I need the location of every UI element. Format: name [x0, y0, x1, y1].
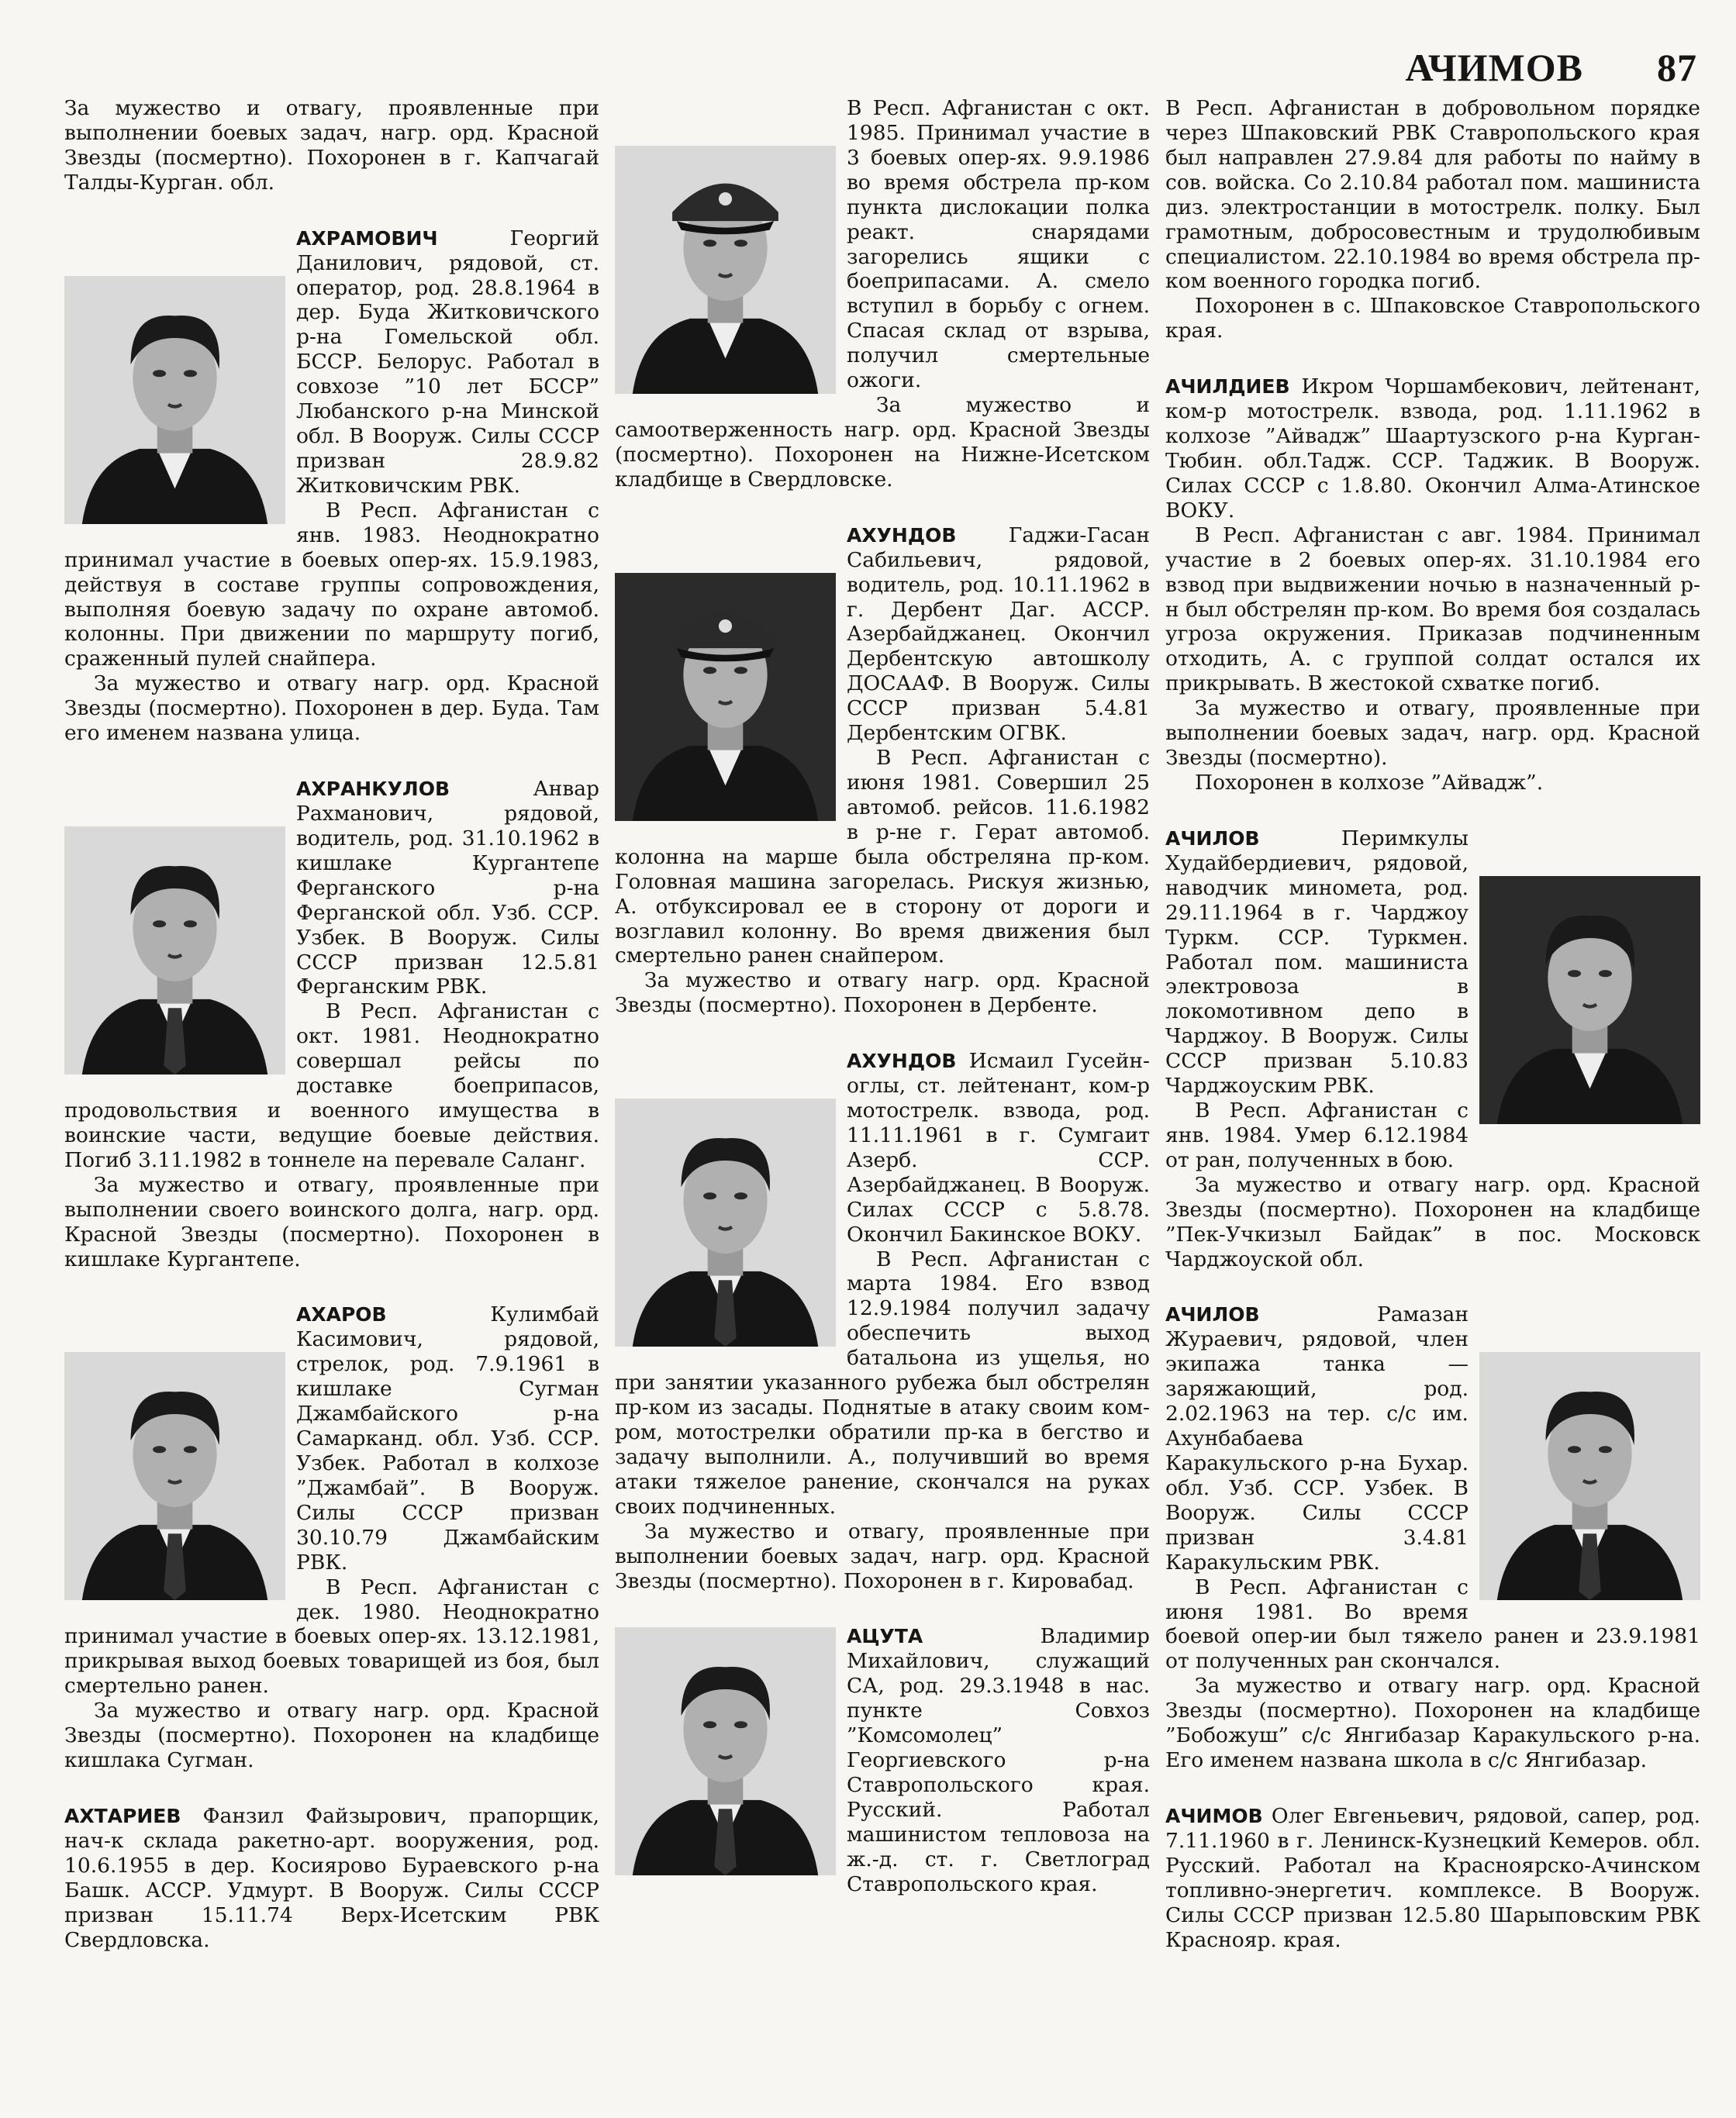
entry-name: АХУНДОВ: [847, 1050, 957, 1073]
paragraph: АЧИЛОВ Перимкулы Худайбердиевич, рядовой, наводчик миномета, род. 29.11.1964 в г. Чарджоу Туркм. ССР. Туркмен. Работал пом. машиниста электровоза в локомотивном депо в Чарджоу. В Вооруж. Силы СССР призван 5.10.83 Чарджоуским РВК.: [1165, 826, 1700, 1099]
column-3: [1165, 96, 1700, 1984]
page-number: 87: [1657, 46, 1697, 89]
paragraph: АХУНДОВ Исмаил Гусейн-оглы, ст. лейтенант, ком-р мотострелк. взвода, род. 11.11.1961 в г. Сумгаит Азерб. ССР. Азербайджанец. В Вооруж. Силах СССР с 5.8.78. Окончил Бакинское ВОКУ.: [615, 1049, 1150, 1247]
paragraph: За мужество и отвагу нагр. орд. Красной Звезды (посмертно). Похоронен на кладбище ”Бобожуш” с/с Янгибазар Каракульского р-на. Его именем названа школа в с/с Янгибазар.: [1165, 1674, 1700, 1773]
paragraph: За мужество и отвагу нагр. орд. Красной Звезды (посмертно). Похоронен в дер. Буда. Там его именем названа улица.: [64, 671, 599, 746]
paragraph: АХУНДОВ Гаджи-Гасан Сабильевич, рядовой, водитель, род. 10.11.1962 в г. Дербент Даг. АССР. Азербайджанец. Окончил Дербентскую автошколу ДОСААФ. В Вооруж. Силы СССР призван 5.4.81 Дербентским ОГВК.: [615, 523, 1150, 746]
paragraph: АХРАНКУЛОВ Анвар Рахманович, рядовой, водитель, род. 31.10.1962 в кишлаке Кургантепе Ферганского р-на Ферганской обл. Узб. ССР. Узбек. В Вооруж. Силы СССР призван 12.5.81 Ферганским РВК.: [64, 777, 599, 999]
paragraph: В Респ. Афганистан с дек. 1980. Неоднократно принимал участие в боевых опер-ях. 13.12.1981, прикрывая выход боевых товарищей из боя, был смертельно ранен.: [64, 1575, 599, 1699]
portrait-photo: [64, 1352, 285, 1600]
entry-achildiev: [1165, 374, 1700, 795]
entry-continuation-2: [615, 96, 1150, 492]
paragraph: За мужество и самоотверженность нагр. орд. Красной Звезды (посмертно). Похоронен на Нижне-Исетском кладбище в Свердловске.: [615, 393, 1150, 492]
paragraph: АЧИМОВ Олег Евгеньевич, рядовой, сапер, род. 7.11.1960 в г. Ленинск-Кузнецкий Кемеров. обл. Русский. Работал на Красноярско-Ачинском топливно-энергетич. комплексе. В Вооруж. Силы СССР призван 12.5.80 Шарыповским РВК Краснояр. края.: [1165, 1804, 1700, 1952]
running-header: [1405, 45, 1697, 90]
paragraph: АЧИЛОВ Рамазан Жураевич, рядовой, член экипажа танка — заряжающий, род. 2.02.1963 на тер. с/с им. Ахунбабаева Каракульского р-на Бухар. обл. Узб. ССР. Узбек. В Вооруж. Силы СССР призван 3.4.81 Каракульским РВК.: [1165, 1302, 1700, 1575]
paragraph: АХРАМОВИЧ Георгий Данилович, рядовой, ст. оператор, род. 28.8.1964 в дер. Буда Житковичского р-на Гомельской обл. БССР. Белорус. Работал в совхозе ”10 лет БССР” Любанского р-на Минской обл. В Вооруж. Силы СССР призван 28.9.82 Житковичским РВК.: [64, 226, 599, 498]
entry-ahrankulov: [64, 777, 599, 1271]
paragraph: В Респ. Афганистан с янв. 1983. Неоднократно принимал участие в боевых опер-ях. 15.9.1983, действуя в составе группы сопровождения, выполняя боевую задачу по охране автомоб. колонны. При движении по маршруту погиб, сраженный пулей снайпера.: [64, 498, 599, 671]
entry-name: АХУНДОВ: [847, 523, 957, 547]
paragraph: В Респ. Афганистан с июня 1981. Во время боевой опер-ии был тяжело ранен и 23.9.1981 от полученных ран скончался.: [1165, 1575, 1700, 1674]
paragraph: Похоронен в колхозе ”Айвадж”.: [1195, 770, 1544, 795]
entry-name: АХАРОВ: [296, 1303, 387, 1326]
entry-name: АХРАНКУЛОВ: [296, 778, 450, 801]
paragraph: За мужество и отвагу, проявленные при выполнении боевых задач, нагр. орд. Красной Звезды (посмертно). Похоронен в г. Кировабад.: [615, 1519, 1150, 1593]
paragraph: За мужество и отвагу нагр. орд. Красной Звезды (посмертно). Похоронен на кладбище кишлака Сугман.: [64, 1699, 599, 1773]
paragraph: За мужество и отвагу, проявленные при выполнении своего воинского долга, нагр. орд. Красной Звезды (посмертно). Похоронен в кишлаке Кургантепе.: [64, 1172, 599, 1271]
entry-ahundov-1: [615, 523, 1150, 1018]
paragraph: Похоронен в с. Шпаковское Ставропольского края.: [1165, 294, 1700, 343]
entry-ahundov-2: [615, 1049, 1150, 1593]
paragraph: В Респ. Афганистан с авг. 1984. Принимал участие в 2 боевых опер-ях. 31.10.1984 его взвод при выдвижении ночью в назначенный р-н был обстрелян пр-ком. Во время боя создалась угроза окружения. Приказав подчиненным отходить, А. с группой солдат остался их прикрывать. В жестокой схватке погиб.: [1165, 523, 1700, 696]
portrait-photo: [615, 1099, 836, 1347]
entry-achilov-2: [1165, 1302, 1700, 1773]
paragraph: В Респ. Афганистан в добровольном порядке через Шпаковский РВК Ставропольского края был направлен 27.9.84 для работы по найму в сов. войска. Со 2.10.84 работал пом. машиниста диз. электростанции в мотострелк. полку. Был грамотным, добросовестным и трудолюбивым специалистом. 22.10.1984 во время обстрела пр-ком военного городка погиб.: [1165, 96, 1700, 294]
entry-achilov-1: [1165, 826, 1700, 1272]
paragraph: В Респ. Афганистан с янв. 1984. Умер 6.12.1984 от ран, полученных в бою.: [1165, 1099, 1469, 1172]
entry-name: АЧИЛОВ: [1165, 826, 1260, 850]
entry-name: АХТАРИЕВ: [64, 1805, 181, 1827]
paragraph: В Респ. Афганистан с июня 1981. Совершил 25 автомоб. рейсов. 11.6.1982 в р-не г. Герат автомоб. колонна на марше была обстреляна пр-ком. Головная машина загорелась. Рискуя жизнью, А. отбуксировал ее в сторону от дороги и возглавил колонну. Во время движения был смертельно ранен снайпером.: [615, 746, 1150, 968]
paragraph: В Респ. Афганистан с окт. 1981. Неоднократно совершал рейсы по доставке боеприпасов, продовольствия и военного имущества в воинские части, ведущие боевые действия. Погиб 3.11.1982 в тоннеле на перевале Саланг.: [64, 999, 599, 1172]
column-1: [64, 96, 599, 1984]
paragraph: АХАРОВ Кулимбай Касимович, рядовой, стрелок, род. 7.9.1961 в кишлаке Сугман Джамбайского р-на Самарканд. обл. Узб. ССР. Узбек. Работал в колхозе ”Джамбай”. В Вооруж. Силы СССР призван 30.10.79 Джамбайским РВК.: [64, 1302, 599, 1575]
paragraph: В Респ. Афганистан с марта 1984. Его взвод 12.9.1984 получил задачу обеспечить выход батальона из ущелья, но при занятии указанного рубежа был обстрелян пр-ком из засады. Поднятые в атаку своим ком-ром, мотострелки обратили пр-ка в бегство и задачу выполнили. А., получивший во время атаки тяжелое ранение, скончался на руках своих подчиненных.: [615, 1247, 1150, 1519]
entry-name: АЧИЛДИЕВ: [1165, 375, 1290, 398]
paragraph: АЦУТА Владимир Михайлович, служащий СА, род. 29.3.1948 в нас. пункте Совхоз ”Комсомолец” Георгиевского р-на Ставропольского края. Русский. Работал машинистом тепловоза на ж.-д. ст. г. Светлоград Ставропольского края.: [615, 1624, 1150, 1896]
entry-achimov: [1165, 1804, 1700, 1953]
entry-acuta: [615, 1624, 1150, 1896]
entry-name: АЧИЛОВ: [1165, 1303, 1260, 1326]
entry-name: АХРАМОВИЧ: [296, 226, 438, 250]
paragraph: За мужество и отвагу, проявленные при выполнении боевых задач, нагр. орд. Красной Звезды (посмертно). Похоронен в г. Капчагай Талды-Курган. обл.: [64, 96, 599, 195]
paragraph: АЧИЛДИЕВ Икром Чоршамбекович, лейтенант, ком-р мотострелк. взвода, род. 1.11.1962 в колхозе ”Айвадж” Шаартузского р-на Курган-Тюбин. обл.Тадж. ССР. Таджик. В Вооруж. Силах СССР с 1.8.80. Окончил Алма-Атинское ВОКУ.: [1165, 374, 1700, 523]
paragraph: За мужество и отвагу нагр. орд. Красной Звезды (посмертно). Похоронен в Дербенте.: [615, 968, 1150, 1018]
paragraph: За мужество и отвагу нагр. орд. Красной Звезды (посмертно). Похоронен на кладбище ”Пек-Учкизыл Байдак” в пос. Московск Чарджоуской обл.: [1165, 1172, 1700, 1271]
portrait-photo: [615, 146, 836, 394]
portrait-photo: [64, 276, 285, 524]
portrait-photo: [615, 573, 836, 821]
entry-name: АЧИМОВ: [1165, 1805, 1263, 1827]
column-2: [615, 96, 1150, 1928]
portrait-photo: [64, 826, 285, 1075]
entry-ahtariev: [64, 1804, 599, 1953]
portrait-photo: [1479, 876, 1700, 1124]
entry-name: АЦУТА: [847, 1625, 923, 1648]
portrait-photo: [615, 1627, 836, 1875]
portrait-photo: [1479, 1352, 1700, 1600]
entry-ahramovich: [64, 226, 599, 746]
paragraph: За мужество и отвагу, проявленные при выполнении боевых задач, нагр. орд. Красной Звезды (посмертно).: [1165, 696, 1700, 771]
paragraph: В Респ. Афганистан с окт. 1985. Принимал участие в 3 боевых опер-ях. 9.9.1986 во время обстрела пр-ком пункта дислокации полка реакт. снарядами загорелись ящики с боеприпасами. А. смело вступил в борьбу с огнем. Спасая склад от взрыва, получил смертельные ожоги.: [615, 96, 1150, 393]
entry-aharov: [64, 1302, 599, 1773]
running-head: АЧИМОВ: [1405, 46, 1583, 89]
entry-continuation-1: [64, 96, 599, 195]
paragraph: АХТАРИЕВ Фанзил Файзырович, прапорщик, нач-к склада ракетно-арт. вооружения, род. 10.6.1955 в дер. Косиярово Бураевского р-на Башк. АССР. Удмурт. В Вооруж. Силы СССР призван 15.11.74 Верх-Исетским РВК Свердловска.: [64, 1804, 599, 1952]
entry-continuation-3: [1165, 96, 1700, 343]
